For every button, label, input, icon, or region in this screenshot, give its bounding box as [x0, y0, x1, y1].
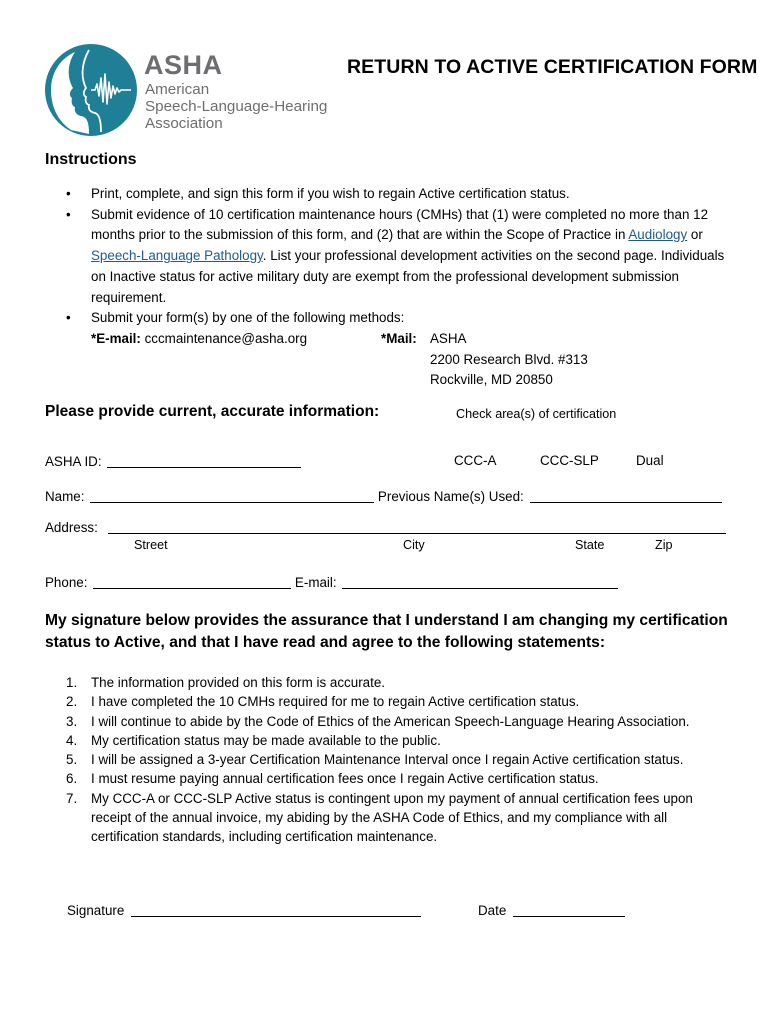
- instructions-list: [66, 184, 726, 391]
- phone-input[interactable]: [93, 574, 291, 589]
- statement-number: 2.: [66, 694, 78, 710]
- signature-row: [67, 902, 421, 918]
- name-label: Name:: [45, 489, 85, 504]
- statement-text: I have completed the 10 CMHs required for me to regain Active certification status.: [91, 694, 580, 710]
- statement-number: 1.: [66, 675, 78, 690]
- contact-email-label: E-mail:: [294, 575, 337, 590]
- statement-item: [66, 692, 716, 711]
- logo-line-1: American: [145, 81, 210, 98]
- bullet-dot-icon: •: [66, 310, 71, 326]
- date-row: [478, 902, 625, 918]
- mail-address-row: [91, 370, 726, 391]
- email-method-value: cccmaintenance@asha.org: [144, 330, 308, 346]
- address-label: Address:: [45, 520, 98, 535]
- statement-number: 7.: [66, 790, 78, 806]
- email-method-label: *E-mail:: [91, 330, 141, 346]
- statement-item: [66, 769, 716, 788]
- name-input[interactable]: [90, 488, 374, 503]
- statement-item: [66, 750, 716, 769]
- logo-abbreviation: ASHA: [144, 50, 223, 80]
- cert-option-ccc-a[interactable]: CCC-A: [454, 453, 497, 468]
- instruction-item: [66, 184, 726, 205]
- cert-option-ccc-slp[interactable]: CCC-SLP: [540, 453, 599, 468]
- signature-label: Signature: [67, 903, 125, 918]
- agreement-heading: My signature below provides the assurance that I understand I am changing my certification status to Active, and that I have read and agree to the following statements:: [45, 612, 728, 651]
- address-state-label: State: [575, 538, 605, 552]
- instruction-text: Print, complete, and sign this form if you wish to regain Active certification status.: [91, 186, 570, 201]
- address-city-label: City: [403, 538, 425, 552]
- submission-method-row: [91, 329, 726, 350]
- statement-list: [66, 673, 716, 847]
- asha-id-row: [45, 453, 301, 469]
- date-label: Date: [478, 903, 507, 918]
- statement-item: [66, 712, 716, 731]
- address-street-label: Street: [134, 538, 168, 552]
- cert-option-dual[interactable]: Dual: [636, 453, 664, 468]
- info-section-heading: Please provide current, accurate information:: [45, 403, 380, 420]
- statement-text: I will be assigned a 3-year Certification Maintenance Interval once I regain Active certification status.: [91, 752, 684, 768]
- statement-number: 3.: [66, 713, 78, 729]
- instruction-text: Submit evidence of 10 certification maintenance hours (CMHs) that (1) were completed no more than 12 months prior to the submission of this form, and (2) that are within the Scope of Practice in: [91, 206, 709, 243]
- form-title: RETURN TO ACTIVE CERTIFICATION FORM: [347, 56, 758, 78]
- instruction-text: . List your professional development activities on the second page. Individuals on Inactive status for active military duty are exempt from the professional development submission requirement.: [91, 248, 725, 305]
- instruction-text: Submit your form(s) by one of the following methods:: [91, 310, 405, 326]
- mail-address-line-1: ASHA: [430, 330, 467, 346]
- asha-id-label: ASHA ID:: [45, 454, 102, 469]
- previous-name-label: Previous Name(s) Used:: [377, 489, 524, 504]
- address-zip-label: Zip: [655, 538, 673, 552]
- address-input[interactable]: [108, 519, 726, 534]
- statement-number: 5.: [66, 752, 78, 768]
- statement-number: 6.: [66, 771, 78, 787]
- date-input[interactable]: [513, 902, 625, 917]
- previous-name-input[interactable]: [530, 488, 722, 503]
- contact-email-input[interactable]: [342, 574, 618, 589]
- statement-number: 4.: [66, 732, 78, 748]
- instruction-item: [66, 308, 726, 391]
- phone-label: Phone:: [45, 575, 88, 590]
- statement-item: [66, 789, 716, 847]
- asha-id-input[interactable]: [107, 453, 301, 468]
- certification-area-label: Check area(s) of certification: [456, 407, 617, 421]
- asha-logo-icon: [45, 44, 137, 136]
- statement-item: [66, 673, 716, 692]
- name-row: [45, 488, 722, 504]
- bullet-dot-icon: •: [66, 186, 71, 201]
- statement-item: [66, 731, 716, 750]
- mail-address-line-2: 2200 Research Blvd. #313: [430, 351, 588, 367]
- statement-text: My certification status may be made available to the public.: [91, 732, 441, 748]
- logo-line-2: Speech-Language-Hearing: [145, 98, 328, 115]
- audiology-link[interactable]: Audiology: [628, 227, 688, 243]
- speech-language-pathology-link[interactable]: Speech-Language Pathology: [91, 248, 263, 264]
- statement-text: I must resume paying annual certification fees once I regain Active certification status.: [91, 771, 599, 787]
- address-row: [45, 519, 726, 535]
- instruction-text: or: [687, 227, 703, 243]
- contact-row: [45, 574, 618, 590]
- bullet-dot-icon: •: [66, 206, 71, 222]
- mail-address-line-3: Rockville, MD 20850: [430, 372, 553, 388]
- mail-address-row: [91, 350, 726, 371]
- mail-method-label: *Mail:: [381, 330, 417, 346]
- logo-line-3: Association: [145, 115, 223, 132]
- signature-input[interactable]: [131, 902, 421, 917]
- instructions-heading: Instructions: [45, 151, 137, 168]
- instruction-item: [66, 205, 726, 309]
- statement-text: My CCC-A or CCC-SLP Active status is contingent upon my payment of annual certification fees upon receipt of the annual invoice, my abiding by the ASHA Code of Ethics, and my compliance with all certification standards, including certification maintenance.: [91, 790, 693, 845]
- statement-text: The information provided on this form is accurate.: [91, 675, 385, 690]
- statement-text: I will continue to abide by the Code of Ethics of the American Speech-Language Hearing Association.: [91, 713, 690, 729]
